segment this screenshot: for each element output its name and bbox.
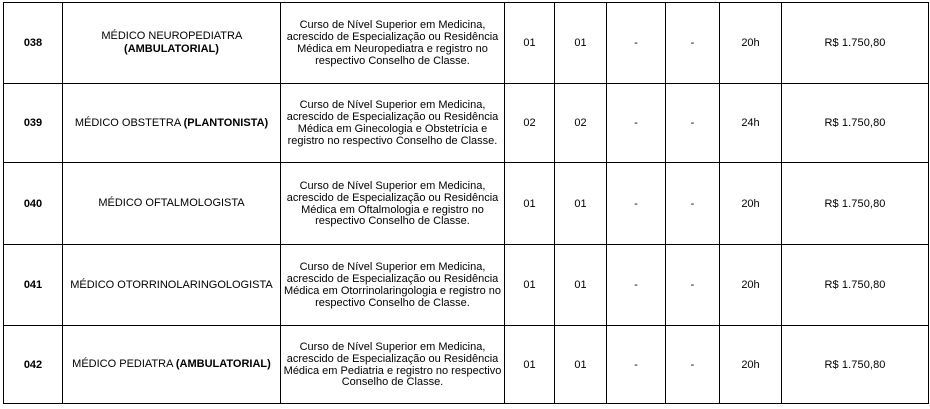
reserve-cell-1: - — [607, 326, 666, 404]
workload-cell: 20h — [720, 326, 782, 404]
vacancies-cell-2: 01 — [555, 163, 607, 245]
job-title: MÉDICO OBSTETRA — [74, 116, 181, 129]
requirements-cell: Curso de Nível Superior em Medicina, acrescido de Especialização ou Residência Médica em Oftalmologia e registro no respectivo Conselho de Classe. — [281, 163, 505, 245]
workload-cell: 20h — [720, 163, 782, 245]
vacancies-cell-2: 02 — [555, 84, 607, 163]
job-title: MÉDICO NEUROPEDIATRA — [101, 30, 242, 43]
job-code-cell: 040 — [4, 163, 63, 245]
workload-cell: 24h — [720, 84, 782, 163]
vacancies-cell-1: 02 — [505, 84, 555, 163]
reserve-cell-2: - — [666, 3, 720, 84]
requirements-cell: Curso de Nível Superior em Medicina, acrescido de Especialização ou Residência Médica em Neuropediatra e registro no respectivo Conselho de Classe. — [281, 3, 505, 84]
job-title-qualifier: (AMBULATORIAL) — [175, 358, 271, 371]
salary-cell: R$ 1.750,80 — [782, 84, 929, 163]
workload-cell: 20h — [720, 245, 782, 326]
table-row — [4, 326, 929, 404]
salary-cell: R$ 1.750,80 — [782, 3, 929, 84]
salary-cell: R$ 1.750,80 — [782, 163, 929, 245]
job-title-qualifier: (PLANTONISTA) — [183, 116, 269, 129]
job-title: MÉDICO OTORRINOLARINGOLOGISTA — [70, 278, 273, 291]
salary-cell: R$ 1.750,80 — [782, 326, 929, 404]
requirements-cell: Curso de Nível Superior em Medicina, acrescido de Especialização ou Residência Médica em Ginecologia e Obstetrícia e registro no respectivo Conselho de Classe. — [281, 84, 505, 163]
reserve-cell-2: - — [666, 84, 720, 163]
requirements-cell: Curso de Nível Superior em Medicina, acrescido de Especialização ou Residência Médica em Otorrinolaringologia e registro no respectivo Conselho de Classe. — [281, 245, 505, 326]
positions-table — [3, 2, 929, 404]
vacancies-cell-1: 01 — [505, 245, 555, 326]
job-code-cell: 042 — [4, 326, 63, 404]
vacancies-cell-2: 01 — [555, 326, 607, 404]
job-code-cell: 041 — [4, 245, 63, 326]
table-row — [4, 163, 929, 245]
reserve-cell-2: - — [666, 245, 720, 326]
job-code-cell: 039 — [4, 84, 63, 163]
reserve-cell-1: - — [607, 163, 666, 245]
table-row — [4, 3, 929, 84]
reserve-cell-2: - — [666, 326, 720, 404]
job-title-cell — [63, 245, 281, 326]
table-row — [4, 84, 929, 163]
reserve-cell-1: - — [607, 84, 666, 163]
salary-cell: R$ 1.750,80 — [782, 245, 929, 326]
reserve-cell-1: - — [607, 245, 666, 326]
job-title-qualifier: (AMBULATORIAL) — [124, 43, 219, 55]
job-title-cell — [63, 326, 281, 404]
job-title: MÉDICO OFTALMOLOGISTA — [98, 197, 245, 210]
job-code-cell: 038 — [4, 3, 63, 84]
vacancies-cell-1: 01 — [505, 3, 555, 84]
vacancies-cell-2: 01 — [555, 245, 607, 326]
vacancies-cell-2: 01 — [555, 3, 607, 84]
workload-cell: 20h — [720, 3, 782, 84]
job-title-cell — [63, 84, 281, 163]
reserve-cell-2: - — [666, 163, 720, 245]
job-title-cell — [63, 163, 281, 245]
reserve-cell-1: - — [607, 3, 666, 84]
vacancies-cell-1: 01 — [505, 326, 555, 404]
job-title-cell — [63, 3, 281, 84]
table-row — [4, 245, 929, 326]
job-title: MÉDICO PEDIATRA — [72, 358, 173, 371]
vacancies-cell-1: 01 — [505, 163, 555, 245]
requirements-cell: Curso de Nível Superior em Medicina, acrescido de Especialização ou Residência Médica em Pediatria e registro no respectivo Conselho de Classe. — [281, 326, 505, 404]
